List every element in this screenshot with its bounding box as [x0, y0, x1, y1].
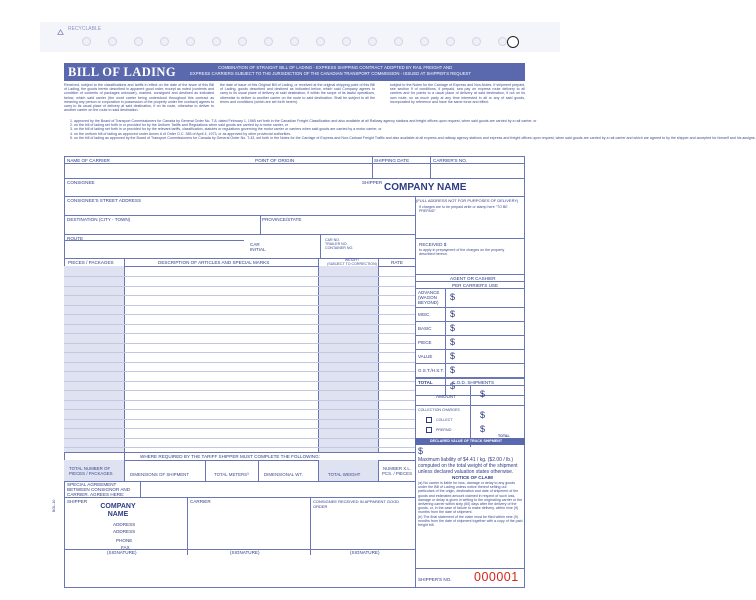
- punch-hole: [316, 37, 325, 46]
- label-declared: DECLARED VALUE OF TRUCK SHIPMENT: [430, 439, 503, 443]
- label-destination: DESTINATION (CITY - TOWN): [67, 216, 131, 222]
- rate-column[interactable]: [379, 266, 414, 452]
- table-row-line: [64, 428, 415, 429]
- punch-hole: [238, 37, 247, 46]
- consignee-signature-field[interactable]: [311, 506, 414, 548]
- label-full-address: (FULL ADDRESS NOT FOR PURPOSES OF DELIVERY): [416, 197, 519, 203]
- label-dimensional-wt: DIMENSIONAL WT.: [264, 472, 303, 477]
- table-row-line: [64, 314, 415, 315]
- table-row-line: [64, 305, 415, 306]
- note-1: 1. approved by the Board of Transport Commissioners for Canada by General Order No. T-8, dated February 1, 1965 set forth in the Canadian Freight Classification and also available at all Railway agency stations and freight offices upon request, when said goods are carried by a rail carrier, or: [70, 119, 537, 123]
- shipper-signature-field[interactable]: [65, 500, 186, 548]
- punch-hole: [472, 37, 481, 46]
- charge-row[interactable]: [415, 350, 525, 364]
- table-row-line: [64, 438, 415, 439]
- charge-divider: [445, 350, 446, 364]
- label-sig-2: (SIGNATURE): [230, 550, 260, 555]
- label-province: PROVINCE/STATE: [262, 216, 302, 222]
- label-number-xl: NUMBER X.L. PCS. / PIECES: [381, 466, 412, 476]
- punch-hole: [394, 37, 403, 46]
- label-point-of-origin: POINT OF ORIGIN: [255, 157, 295, 163]
- charge-dollar: $: [450, 337, 456, 347]
- note-2: 2. on the bill of lading set forth in or provided for by the Uniform Tariffs and Regulations when said goods are carried by a motor carrier, or: [70, 123, 289, 128]
- charge-label: BASIC: [418, 326, 432, 331]
- table-row-line: [64, 362, 415, 363]
- label-consignee: CONSIGNEE: [67, 180, 95, 185]
- label-dimensions: DIMENSIONS OF SHIPMENT: [130, 472, 190, 477]
- label-received: RECEIVED $: [419, 242, 447, 247]
- charge-dollar: $: [450, 323, 456, 333]
- cod-amount-dollar: $: [480, 389, 486, 399]
- label-total-weight: TOTAL WEIGHT: [328, 472, 361, 477]
- circle-hole: [507, 36, 519, 48]
- label-claim: NOTICE OF CLAIM: [452, 475, 493, 480]
- document-title: BILL OF LADING: [68, 65, 176, 79]
- note-4: 4. on the uniform bill of lading as approved under Annex A of Order O.C. 385 of April 4, 1973, or as approved by other provincial authorities.: [70, 131, 292, 136]
- label-address-1: ADDRESS: [113, 522, 136, 527]
- charge-label: ADVANCE (WAGON BEYOND): [418, 290, 440, 305]
- collect-checkbox[interactable]: [426, 417, 432, 423]
- label-prepaid: PREPAID: [436, 428, 452, 432]
- label-total-number: TOTAL NUMBER OF PIECES / PACKAGES: [69, 466, 113, 476]
- charge-label: TOTAL: [418, 380, 433, 385]
- shipper-company-name: COMPANY NAME: [384, 182, 467, 193]
- terms-col-3: subject to the Notes for the Carriage of Express and Non-Notes. If shipment prepaid, see section 9 of conditions, if prepaid, sea pay on express route delivery to all carriers and for points to a usual place of delivery at said destination, if not on its own route, so as much party at any time interested in all or any of said goods, incorporated by reference and have the same force and effect.: [390, 83, 525, 104]
- label-address-2: ADDRESS: [113, 529, 136, 534]
- charge-divider: [445, 322, 446, 336]
- label-carriers-no: CARRIER'S NO.: [433, 157, 468, 163]
- carrier-signature-field[interactable]: [188, 500, 309, 548]
- charge-dollar: $: [450, 292, 456, 302]
- label-agent-cashier: AGENT OR CASHIER: [450, 275, 496, 281]
- label-consignee-street: CONSIGNEE'S STREET ADDRESS: [67, 197, 142, 203]
- punch-hole: [134, 37, 143, 46]
- table-row-line: [64, 371, 415, 372]
- punch-hole: [82, 37, 91, 46]
- label-route: ROUTE: [67, 236, 84, 241]
- charge-dollar: $: [450, 365, 456, 375]
- label-sig-shipper: SHIPPER: [67, 498, 88, 504]
- charge-label: VALUE: [418, 354, 433, 359]
- label-shipper: SHIPPER: [362, 180, 383, 185]
- punch-hole: [498, 37, 507, 46]
- charge-dollar: $: [450, 351, 456, 361]
- charge-row[interactable]: [415, 288, 525, 308]
- table-row-line: [64, 447, 415, 448]
- label-cod-amount: AMOUNT: [436, 394, 456, 399]
- table-row-line: [64, 333, 415, 334]
- charge-divider: [445, 308, 446, 322]
- charge-label: PIECE: [418, 340, 432, 345]
- charge-row[interactable]: [415, 322, 525, 336]
- claim-text: (a) No carrier is liable for loss, damage or delay to any goods under the Bill of Lading unless notice thereof setting out particulars of the origin, destination and date of shipment of the goods and estimated amount claimed in respect of such loss, damage or delay is given in writing to the originating carrier or the delivering carrier within sixty (60) days after the delivery of the goods, or, in the case of failure to make delivery, within nine (9) months from the date of shipment. (b) The final statement of the claim must be filed within nine (9) months from the date of shipment together with a copy of the paid freight bill.: [418, 481, 523, 528]
- sig-company-name: COMPANY NAME: [100, 503, 136, 518]
- pieces-column[interactable]: [64, 266, 124, 452]
- table-row-line: [64, 390, 415, 391]
- table-row-line: [64, 295, 415, 296]
- header-subtitle-2: EXPRESS CARRIERS SUBJECT TO THE JURISDICTION OF THE CANADIAN TRANSPORT COMMISSION - ISSUED AT SHIPPER'S REQUEST: [190, 71, 472, 76]
- punch-hole: [420, 37, 429, 46]
- collection-dollar-2: $: [480, 424, 486, 434]
- total-weight-field[interactable]: [318, 460, 378, 481]
- declared-text: Maximum liability of $4.41 / kg. ($2.00 / lb.) computed on the total weight of the shipment unless declared valuation states otherwise.: [418, 457, 518, 475]
- consignee-input[interactable]: [64, 185, 354, 195]
- weight-column[interactable]: [318, 266, 378, 452]
- charge-divider: [445, 364, 446, 378]
- recycle-icon: [56, 25, 65, 34]
- label-name-of-carrier: NAME OF CARRIER: [67, 157, 110, 163]
- label-car-initial: CAR INITIAL: [250, 242, 266, 252]
- charge-dollar: $: [450, 309, 456, 319]
- terms-col-2: the date of issue of this Original Bill of Lading, or received at the original shipping point of this Bill of Lading, goods described and destined as indicated below, which said Company agrees to carry to its usual place of delivery at said destination, if within the scope of its lawful operations, otherwise to deliver to another carrier on the route to said destination. Shall be subject to all the terms and conditions (which are set forth herein).: [220, 83, 375, 104]
- table-row-line: [64, 343, 415, 344]
- charge-row[interactable]: [415, 308, 525, 322]
- col-weight: WEIGHT (SUBJECT TO CORRECTION): [327, 258, 377, 267]
- carriers-no-input[interactable]: [431, 163, 524, 178]
- charge-divider: [445, 288, 446, 308]
- col-rate: RATE: [391, 260, 403, 265]
- terms-col-1: Received, subject to the classifications and tariffs in effect on the date of the issue of this Bill of Lading, the goods herein described in apparent good order, except as noted (contents and condition of contents of packages unknown), marked, consigned and destined as indicated below, which said carrier (the word carrier being understood throughout this contract as meaning any person or corporation in possession of the property under the contract) agrees to carry to its usual place of delivery at said destination, if on its route, otherwise to deliver to another carrier on the route to said destination.: [64, 83, 214, 113]
- label-cod-total: TOTAL: [498, 434, 510, 438]
- note-5: 5. on the bill of lading as approved by the Board of Transport Commissioners for Canada by General Order No. T-43, set forth in the Notes for the Carriage of Express and Non-Carload Freight Traffic and also available at all express and railway agency stations and express and freight offices upon request, when said goods are carried by a rail carrier and which are agreed to by the shipper and accepted for himself and his assigns.: [70, 135, 756, 140]
- punch-hole: [446, 37, 455, 46]
- table-row-line: [64, 276, 415, 277]
- table-row-line: [64, 400, 415, 401]
- punch-hole: [212, 37, 221, 46]
- received-sub: to apply in prepayment of the charges on the property described hereon.: [419, 248, 505, 257]
- table-row-line: [64, 286, 415, 287]
- table-row-line: [64, 409, 415, 410]
- label-car-no: CAR NO. TRAILER NO. CONTAINER NO.: [325, 238, 354, 251]
- label-per-carrier: PER CARRIER'S USE: [452, 282, 499, 288]
- label-shipping-date: SHIPPING DATE: [374, 157, 410, 163]
- charge-label: MISC.: [418, 312, 431, 317]
- label-where-required: WHERE REQUIRED BY THE TARIFF SHIPPER MUST COMPLETE THE FOLLOWING:: [140, 453, 320, 459]
- declared-dollar: $: [418, 446, 424, 456]
- label-cod: C.O.D. SHIPMENTS: [452, 379, 495, 385]
- table-row-line: [64, 381, 415, 382]
- punch-hole: [264, 37, 273, 46]
- col-description: DESCRIPTION OF ARTICLES AND SPECIAL MARKS: [158, 260, 270, 265]
- label-sig-1: (SIGNATURE): [107, 550, 137, 555]
- punch-hole: [186, 37, 195, 46]
- label-collection: COLLECTION CHARGES: [418, 408, 460, 412]
- table-row-line: [64, 352, 415, 353]
- form-number: 000001: [474, 570, 519, 584]
- punch-hole: [108, 37, 117, 46]
- punch-hole: [160, 37, 169, 46]
- special-agreement: SPECIAL AGREEMENT BETWEEN CONSIGNOR AND CARRIER. AGREES HERE:: [67, 481, 131, 498]
- top-strip: [40, 22, 560, 52]
- charge-label: G.S.T./H.S.T.: [418, 368, 445, 373]
- notes-block: [70, 119, 756, 155]
- label-fax: FAX: [121, 545, 130, 550]
- prepaid-checkbox[interactable]: [426, 427, 432, 433]
- charge-dollar: $: [450, 381, 456, 391]
- prepaid-note: If charges are to be prepaid write or stamp here "TO BE PREPAID": [419, 205, 508, 214]
- recyclable-label: RECYCLABLE: [68, 26, 102, 32]
- special-agreement-input[interactable]: [141, 482, 414, 496]
- label-phone: PHONE: [116, 538, 133, 543]
- punch-hole: [342, 37, 351, 46]
- charge-row[interactable]: [415, 336, 525, 350]
- table-row-line: [64, 419, 415, 420]
- punch-hole: [368, 37, 377, 46]
- charge-divider: [445, 336, 446, 350]
- label-sig-carrier: CARRIER: [190, 498, 211, 504]
- table-row-line: [64, 324, 415, 325]
- label-collect: COLLECT: [436, 418, 453, 422]
- label-sig-3: (SIGNATURE): [350, 550, 380, 555]
- collection-dollar: $: [480, 410, 486, 420]
- label-total-metre: TOTAL METERS³: [214, 472, 249, 477]
- label-sig-consignee: CONSIGNEE RECEIVED IN APPARENT GOOD ORDER: [313, 498, 400, 509]
- note-3: 3. on the bill of lading set forth in or provided for by the relevant tariffs, classification, statutes or regulations governing the motor carrier or carriers when said goods are carried by a motor carrier, or: [70, 127, 382, 132]
- col-pieces: PIECES / PACKAGES: [68, 260, 114, 265]
- punch-hole: [290, 37, 299, 46]
- label-shippers-no: SHIPPER'S NO.: [418, 577, 452, 582]
- header-subtitle-1: COMBINATION OF STRAIGHT BILL OF LADING - EXPRESS SHIPPING CONTRACT ADOPTED BY RAIL FREIGHT AND: [218, 64, 453, 70]
- description-column[interactable]: [125, 266, 317, 452]
- charge-row[interactable]: [415, 364, 525, 378]
- side-form-code: BOL-10: [52, 499, 56, 512]
